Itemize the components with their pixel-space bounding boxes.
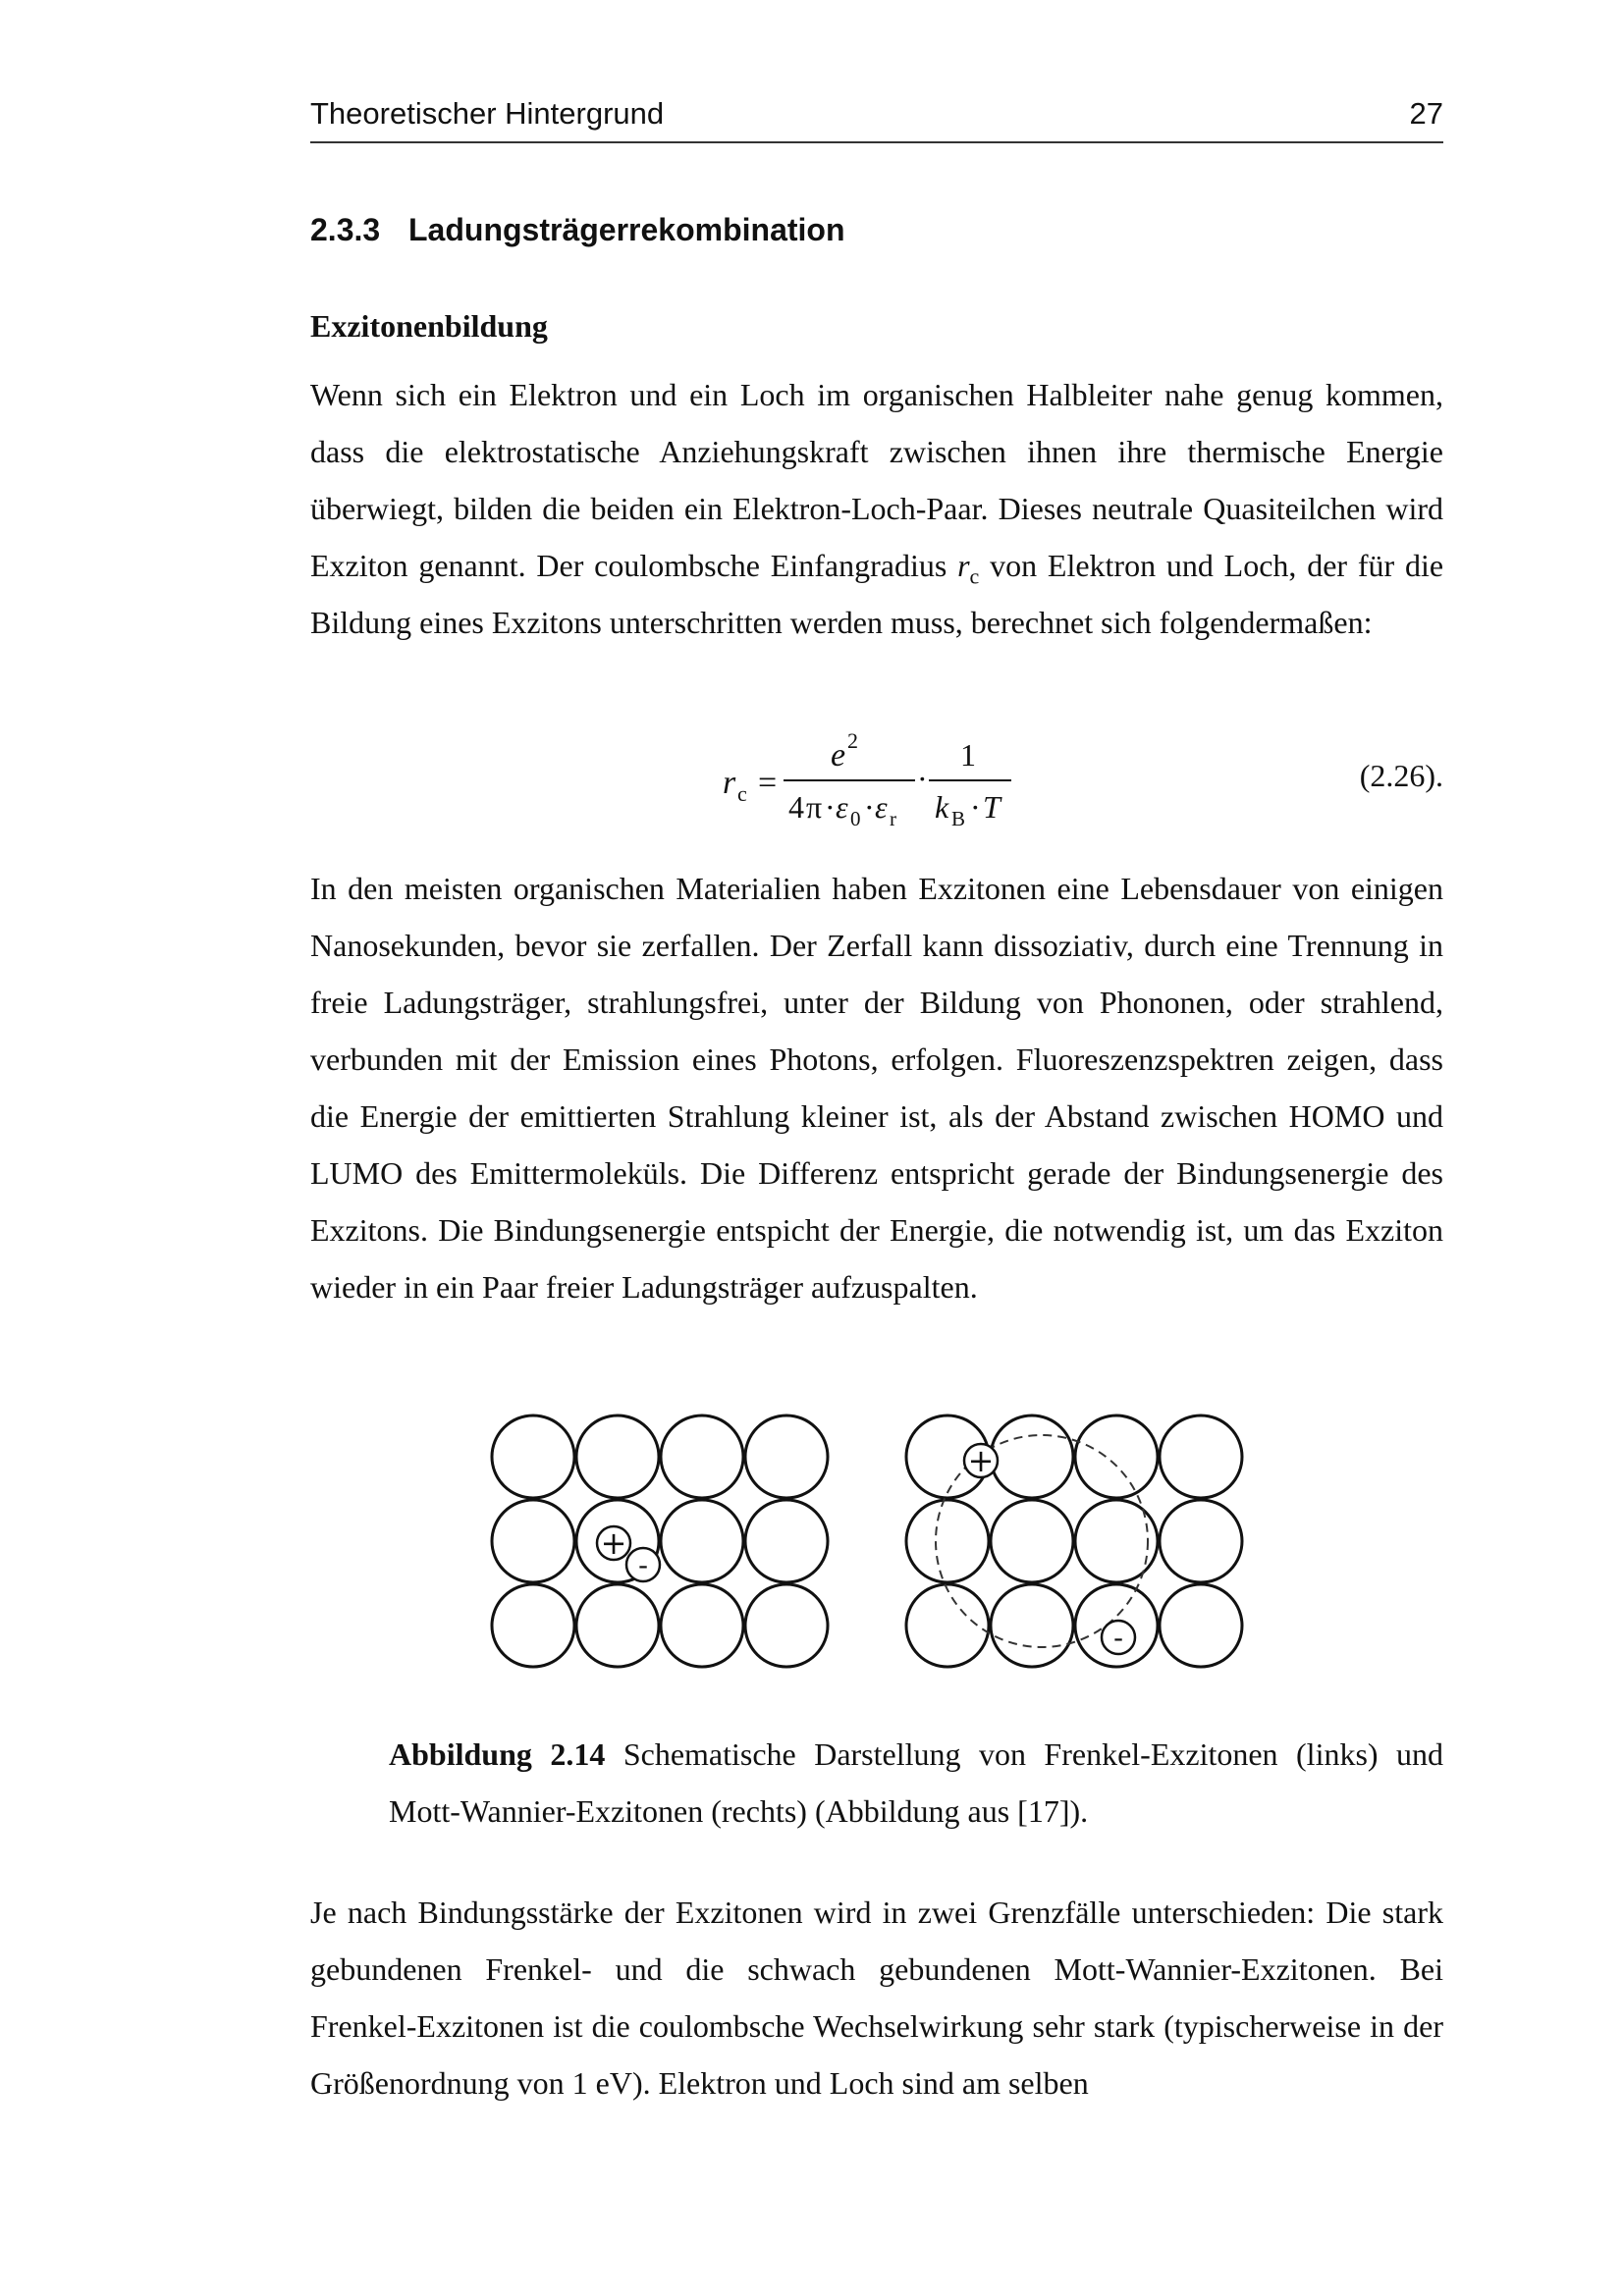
eq-num1: e [831, 737, 846, 774]
eq-dot: · [825, 789, 836, 825]
capture-radius-symbol: r [957, 548, 970, 583]
paragraph-text: von Elektron und Loch, der für die Bildung eines Exzitons unterschritten werden muss, berechnet sich folgendermaßen: [310, 548, 1444, 640]
equation-graphic [687, 726, 1178, 834]
figure-caption [389, 1726, 1443, 1840]
hole-plus-sign: + [967, 1442, 995, 1479]
section-heading [310, 212, 845, 248]
eq-lhs-sub: c [737, 781, 747, 806]
eq-lhs: r [723, 765, 736, 801]
figure-graphic [488, 1410, 1264, 1704]
eq-num1-sup: 2 [847, 728, 858, 753]
paragraph-text: Wenn sich ein Elektron und ein Loch im organischen Halbleiter nahe genug kommen, dass die elektrostatische Anziehungskraft zwischen ihnen ihre thermische Energie überwiegt, bilden die beiden ein Elektron-Loch-Paar. Dieses neutrale Quasiteilchen wird Exziton genannt. Der coulombsche Einfangradius [310, 377, 1443, 583]
eq-dot: · [864, 789, 875, 825]
subheading: Exzitonenbildung [310, 308, 548, 344]
caption-label: Abbildung 2.14 [389, 1736, 606, 1772]
eq-equals: = [758, 765, 778, 801]
caption-text: Schematische Darstellung von Frenkel-Exzitonen (links) und Mott-Wannier-Exzitonen (rechts) (Abbildung aus [17]). [389, 1736, 1444, 1829]
eq-den1-eps0: ε [836, 789, 848, 825]
eq-dot: · [970, 789, 981, 825]
eq-den1-epsr-sub: r [890, 807, 896, 830]
eq-dot: · [917, 761, 928, 796]
equation-number: (2.26). [1359, 758, 1443, 793]
header-title: Theoretischer Hintergrund [310, 96, 665, 131]
section-number: 2.3.3 [310, 212, 381, 247]
electron-minus-sign: - [637, 1549, 649, 1581]
paragraph-exciton-formation [310, 366, 1443, 651]
page-number: 27 [1409, 96, 1443, 131]
capture-radius-subscript: c [969, 563, 980, 589]
eq-den1-eps0-sub: 0 [850, 807, 861, 830]
section-title: Ladungsträgerrekombination [408, 212, 845, 247]
equation-capture-radius [687, 726, 1443, 834]
eq-den2-k-sub: B [951, 807, 966, 830]
eq-den1-epsr: ε [875, 789, 888, 825]
eq-den2-k: k [935, 789, 949, 825]
paragraph-exciton-decay: In den meisten organischen Materialien haben Exzitonen eine Lebensdauer von einigen Nanosekunden, bevor sie zerfallen. Der Zerfall kann dissoziativ, durch eine Trennung in freie Ladungsträger, strahlungsfrei, unter der Bildung von Phononen, oder strahlend, verbunden mit der Emission eines Photons, erfolgen. Fluoreszenzspektren zeigen, dass die Energie der emittierten Strahlung kleiner ist, als der Abstand zwischen HOMO und LUMO des Emittermoleküls. Die Differenz entspricht gerade der Bindungsenergie des Exzitons. Die Bindungsenergie entspicht der Energie, die notwendig ist, um das Exziton wieder in ein Paar freier Ladungsträger aufzuspalten. [310, 871, 1443, 1305]
running-header [310, 96, 1443, 143]
figure-exciton-schematic [488, 1410, 1264, 1704]
hole-plus-sign: + [600, 1524, 627, 1562]
electron-minus-sign: - [1112, 1622, 1124, 1654]
paragraph-exciton-types: Je nach Bindungsstärke der Exzitonen wird in zwei Grenzfälle unterschieden: Die stark gebundenen Frenkel- und die schwach gebundenen Mott-Wannier-Exzitonen. Bei Frenkel-Exzitonen ist die coulombsche Wechselwirkung sehr stark (typischerweise in der Größenordnung von 1 eV). Elektron und Loch sind am selben [310, 1895, 1443, 2101]
eq-den1-four: 4 [788, 789, 804, 825]
eq-den1-pi: π [806, 789, 823, 825]
eq-den2-T: T [983, 789, 1001, 825]
eq-num2: 1 [960, 737, 976, 773]
